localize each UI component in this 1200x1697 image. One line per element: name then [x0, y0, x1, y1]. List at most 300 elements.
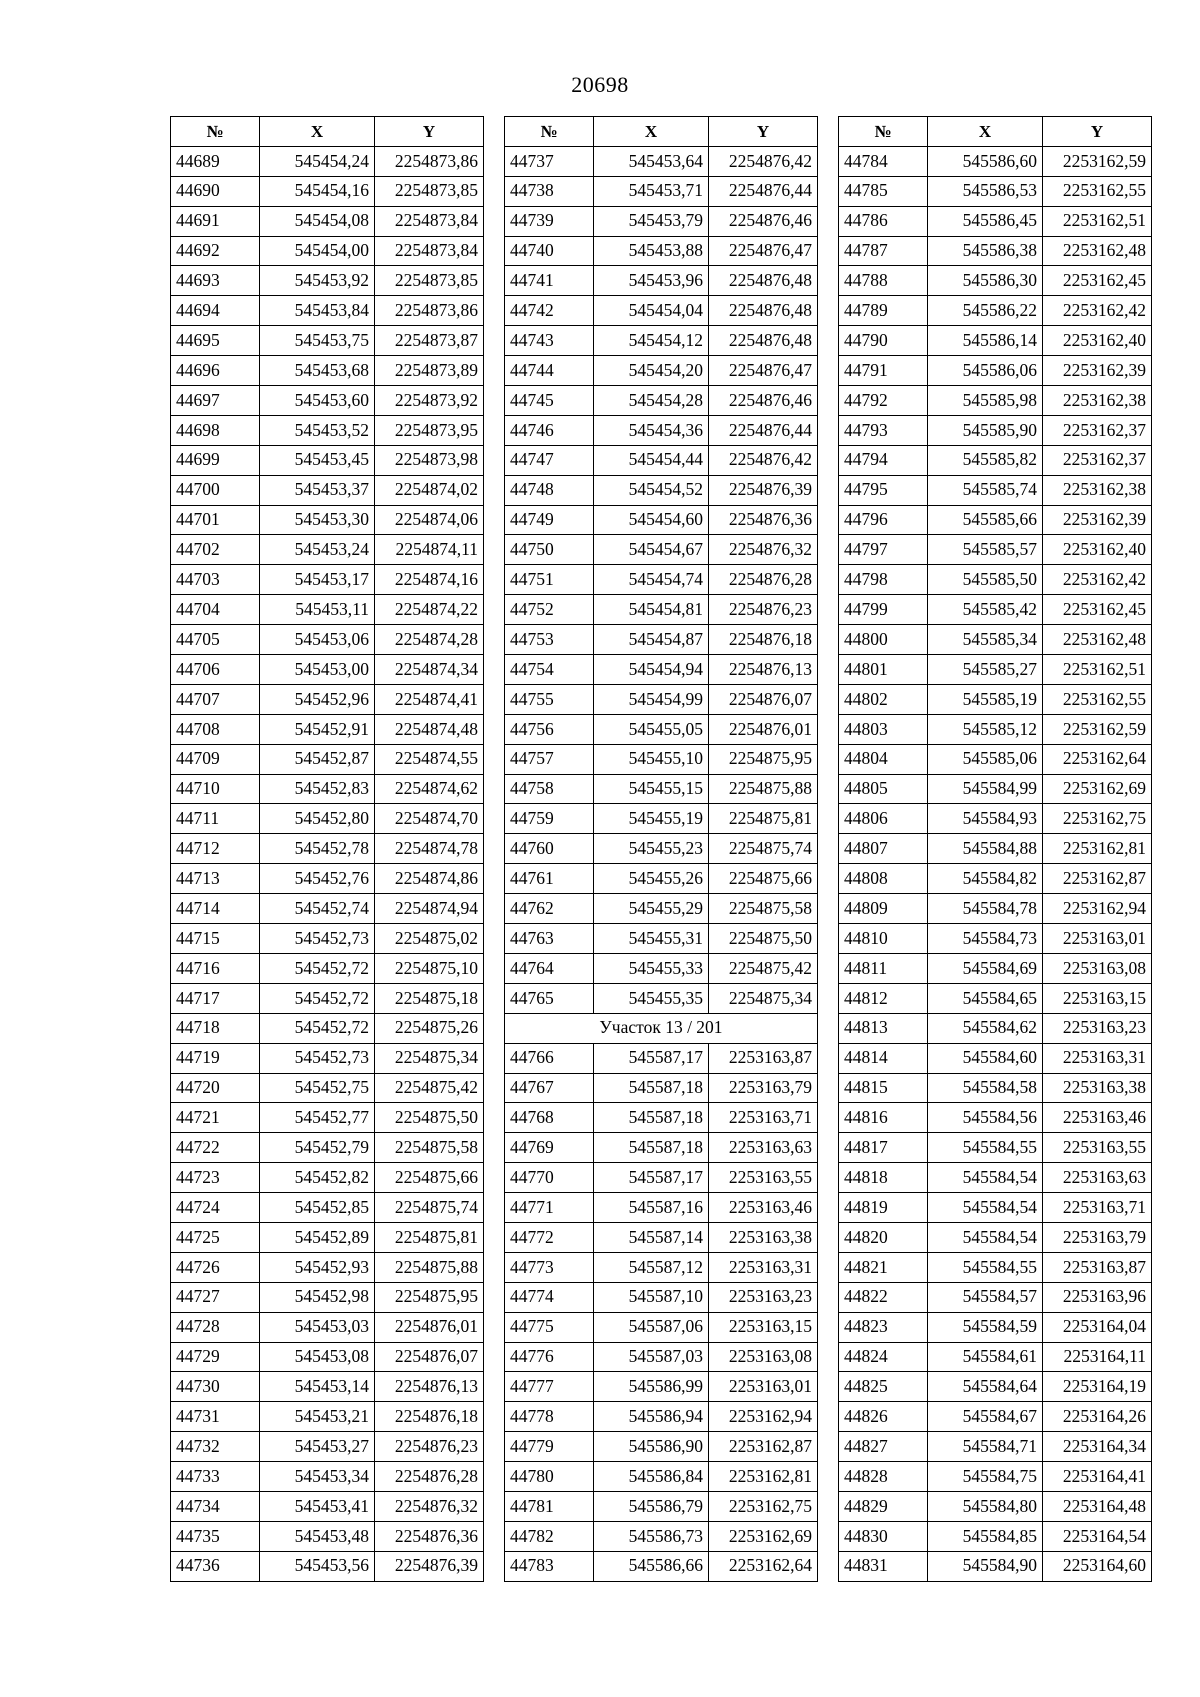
x-cell: 545454,00 [260, 236, 375, 266]
table-row [839, 1222, 1152, 1252]
table-row [171, 655, 484, 685]
y-cell: 2253162,51 [1043, 655, 1152, 685]
y-cell: 2253163,63 [709, 1133, 818, 1163]
y-cell: 2254876,44 [709, 176, 818, 206]
point-number-cell: 44816 [839, 1103, 928, 1133]
point-number-cell: 44691 [171, 206, 260, 236]
point-number-cell: 44773 [505, 1252, 594, 1282]
x-cell: 545455,23 [594, 834, 709, 864]
x-cell: 545586,45 [928, 206, 1043, 236]
point-number-cell: 44750 [505, 535, 594, 565]
table-row [505, 475, 818, 505]
table-row [505, 176, 818, 206]
x-cell: 545453,37 [260, 475, 375, 505]
y-cell: 2254873,86 [375, 146, 484, 176]
table-row [505, 1193, 818, 1223]
y-cell: 2254875,95 [375, 1282, 484, 1312]
point-number-cell: 44830 [839, 1521, 928, 1551]
point-number-cell: 44711 [171, 804, 260, 834]
table-row [505, 1133, 818, 1163]
table-row [839, 1491, 1152, 1521]
x-cell: 545587,14 [594, 1222, 709, 1252]
header-number: № [171, 117, 260, 147]
table-row [505, 1103, 818, 1133]
point-number-cell: 44821 [839, 1252, 928, 1282]
y-cell: 2254874,02 [375, 475, 484, 505]
point-number-cell: 44804 [839, 744, 928, 774]
y-cell: 2253163,87 [709, 1043, 818, 1073]
section-row [505, 1013, 818, 1043]
point-number-cell: 44693 [171, 266, 260, 296]
point-number-cell: 44714 [171, 894, 260, 924]
y-cell: 2253162,64 [709, 1551, 818, 1581]
y-cell: 2253162,48 [1043, 236, 1152, 266]
header-row [839, 117, 1152, 147]
table-row [171, 894, 484, 924]
y-cell: 2254874,22 [375, 595, 484, 625]
point-number-cell: 44806 [839, 804, 928, 834]
point-number-cell: 44824 [839, 1342, 928, 1372]
y-cell: 2253164,19 [1043, 1372, 1152, 1402]
y-cell: 2253162,45 [1043, 595, 1152, 625]
point-number-cell: 44767 [505, 1073, 594, 1103]
x-cell: 545584,88 [928, 834, 1043, 864]
x-cell: 545453,41 [260, 1491, 375, 1521]
y-cell: 2253164,48 [1043, 1491, 1152, 1521]
table-row [171, 1193, 484, 1223]
y-cell: 2254873,84 [375, 236, 484, 266]
point-number-cell: 44829 [839, 1491, 928, 1521]
header-x: X [260, 117, 375, 147]
point-number-cell: 44747 [505, 445, 594, 475]
x-cell: 545454,20 [594, 356, 709, 386]
y-cell: 2254875,42 [375, 1073, 484, 1103]
point-number-cell: 44738 [505, 176, 594, 206]
x-cell: 545585,74 [928, 475, 1043, 505]
x-cell: 545455,31 [594, 924, 709, 954]
y-cell: 2253162,39 [1043, 505, 1152, 535]
point-number-cell: 44697 [171, 386, 260, 416]
point-number-cell: 44817 [839, 1133, 928, 1163]
x-cell: 545453,34 [260, 1462, 375, 1492]
table-row [171, 1551, 484, 1581]
y-cell: 2253163,46 [1043, 1103, 1152, 1133]
point-number-cell: 44828 [839, 1462, 928, 1492]
y-cell: 2253162,75 [709, 1491, 818, 1521]
table-row [839, 804, 1152, 834]
y-cell: 2254874,70 [375, 804, 484, 834]
x-cell: 545584,55 [928, 1133, 1043, 1163]
point-number-cell: 44822 [839, 1282, 928, 1312]
table-row [839, 386, 1152, 416]
x-cell: 545453,11 [260, 595, 375, 625]
table-row [505, 714, 818, 744]
table-row [171, 1402, 484, 1432]
point-number-cell: 44726 [171, 1252, 260, 1282]
x-cell: 545454,28 [594, 386, 709, 416]
table-row [171, 625, 484, 655]
table-row [839, 1193, 1152, 1223]
y-cell: 2254876,48 [709, 296, 818, 326]
point-number-cell: 44720 [171, 1073, 260, 1103]
point-number-cell: 44692 [171, 236, 260, 266]
point-number-cell: 44724 [171, 1193, 260, 1223]
point-number-cell: 44743 [505, 326, 594, 356]
table-row [839, 1402, 1152, 1432]
x-cell: 545585,57 [928, 535, 1043, 565]
point-number-cell: 44689 [171, 146, 260, 176]
x-cell: 545453,45 [260, 445, 375, 475]
x-cell: 545455,05 [594, 714, 709, 744]
y-cell: 2254875,88 [375, 1252, 484, 1282]
table-row [505, 953, 818, 983]
point-number-cell: 44703 [171, 565, 260, 595]
table-row [505, 625, 818, 655]
x-cell: 545454,81 [594, 595, 709, 625]
point-number-cell: 44749 [505, 505, 594, 535]
y-cell: 2254876,44 [709, 415, 818, 445]
table-row [839, 505, 1152, 535]
point-number-cell: 44799 [839, 595, 928, 625]
table-row [505, 565, 818, 595]
x-cell: 545584,54 [928, 1222, 1043, 1252]
x-cell: 545453,96 [594, 266, 709, 296]
point-number-cell: 44725 [171, 1222, 260, 1252]
table-row [505, 146, 818, 176]
y-cell: 2253162,38 [1043, 386, 1152, 416]
y-cell: 2254876,32 [709, 535, 818, 565]
table-row [505, 1491, 818, 1521]
y-cell: 2254876,13 [709, 655, 818, 685]
table-row [171, 983, 484, 1013]
y-cell: 2254875,34 [709, 983, 818, 1013]
y-cell: 2254876,01 [375, 1312, 484, 1342]
table-row [839, 445, 1152, 475]
x-cell: 545453,68 [260, 356, 375, 386]
x-cell: 545585,12 [928, 714, 1043, 744]
table-row [505, 1342, 818, 1372]
x-cell: 545452,72 [260, 983, 375, 1013]
table-row [839, 1312, 1152, 1342]
x-cell: 545584,99 [928, 774, 1043, 804]
point-number-cell: 44825 [839, 1372, 928, 1402]
y-cell: 2253164,54 [1043, 1521, 1152, 1551]
table-row [171, 386, 484, 416]
y-cell: 2253162,38 [1043, 475, 1152, 505]
x-cell: 545454,74 [594, 565, 709, 595]
point-number-cell: 44728 [171, 1312, 260, 1342]
table-row [839, 1133, 1152, 1163]
y-cell: 2254876,47 [709, 356, 818, 386]
table-row [171, 266, 484, 296]
x-cell: 545584,58 [928, 1073, 1043, 1103]
y-cell: 2253162,81 [1043, 834, 1152, 864]
y-cell: 2253163,38 [709, 1222, 818, 1252]
y-cell: 2254875,74 [375, 1193, 484, 1223]
table-row [839, 296, 1152, 326]
point-number-cell: 44690 [171, 176, 260, 206]
x-cell: 545452,91 [260, 714, 375, 744]
table-row [505, 684, 818, 714]
y-cell: 2254875,26 [375, 1013, 484, 1043]
point-number-cell: 44807 [839, 834, 928, 864]
y-cell: 2254876,36 [375, 1521, 484, 1551]
y-cell: 2253162,75 [1043, 804, 1152, 834]
y-cell: 2253163,15 [709, 1312, 818, 1342]
x-cell: 545584,69 [928, 953, 1043, 983]
x-cell: 545452,78 [260, 834, 375, 864]
y-cell: 2254876,46 [709, 386, 818, 416]
table-row [505, 864, 818, 894]
y-cell: 2253162,69 [709, 1521, 818, 1551]
table-row [505, 1252, 818, 1282]
header-number: № [839, 117, 928, 147]
x-cell: 545452,75 [260, 1073, 375, 1103]
x-cell: 545452,93 [260, 1252, 375, 1282]
x-cell: 545584,54 [928, 1193, 1043, 1223]
table-row [839, 475, 1152, 505]
point-number-cell: 44713 [171, 864, 260, 894]
x-cell: 545453,88 [594, 236, 709, 266]
x-cell: 545454,60 [594, 505, 709, 535]
point-number-cell: 44754 [505, 655, 594, 685]
table-row [839, 146, 1152, 176]
table-row [505, 744, 818, 774]
point-number-cell: 44784 [839, 146, 928, 176]
point-number-cell: 44802 [839, 684, 928, 714]
point-number-cell: 44733 [171, 1462, 260, 1492]
header-y: Y [709, 117, 818, 147]
point-number-cell: 44776 [505, 1342, 594, 1372]
table-row [839, 1432, 1152, 1462]
point-number-cell: 44712 [171, 834, 260, 864]
y-cell: 2254876,13 [375, 1372, 484, 1402]
table-row [505, 924, 818, 954]
point-number-cell: 44696 [171, 356, 260, 386]
x-cell: 545453,00 [260, 655, 375, 685]
y-cell: 2253162,42 [1043, 565, 1152, 595]
y-cell: 2254875,95 [709, 744, 818, 774]
y-cell: 2254876,36 [709, 505, 818, 535]
table-row [505, 236, 818, 266]
x-cell: 545584,75 [928, 1462, 1043, 1492]
y-cell: 2253163,63 [1043, 1163, 1152, 1193]
y-cell: 2253163,79 [1043, 1222, 1152, 1252]
table-row [839, 1521, 1152, 1551]
point-number-cell: 44813 [839, 1013, 928, 1043]
point-number-cell: 44790 [839, 326, 928, 356]
point-number-cell: 44783 [505, 1551, 594, 1581]
y-cell: 2254874,34 [375, 655, 484, 685]
point-number-cell: 44764 [505, 953, 594, 983]
table-row [171, 744, 484, 774]
y-cell: 2254875,58 [709, 894, 818, 924]
y-cell: 2254876,47 [709, 236, 818, 266]
table-row [839, 266, 1152, 296]
x-cell: 545453,08 [260, 1342, 375, 1372]
y-cell: 2254875,81 [375, 1222, 484, 1252]
y-cell: 2253163,31 [1043, 1043, 1152, 1073]
x-cell: 545455,15 [594, 774, 709, 804]
x-cell: 545454,87 [594, 625, 709, 655]
table-row [505, 1462, 818, 1492]
table-row [505, 1163, 818, 1193]
table-row [839, 326, 1152, 356]
point-number-cell: 44721 [171, 1103, 260, 1133]
x-cell: 545453,71 [594, 176, 709, 206]
y-cell: 2253162,39 [1043, 356, 1152, 386]
y-cell: 2254873,89 [375, 356, 484, 386]
x-cell: 545587,16 [594, 1193, 709, 1223]
x-cell: 545586,30 [928, 266, 1043, 296]
header-y: Y [375, 117, 484, 147]
y-cell: 2253163,55 [1043, 1133, 1152, 1163]
table-row [171, 146, 484, 176]
point-number-cell: 44778 [505, 1402, 594, 1432]
x-cell: 545452,96 [260, 684, 375, 714]
x-cell: 545453,56 [260, 1551, 375, 1581]
point-number-cell: 44760 [505, 834, 594, 864]
point-number-cell: 44707 [171, 684, 260, 714]
y-cell: 2253164,04 [1043, 1312, 1152, 1342]
point-number-cell: 44774 [505, 1282, 594, 1312]
x-cell: 545586,99 [594, 1372, 709, 1402]
point-number-cell: 44756 [505, 714, 594, 744]
point-number-cell: 44716 [171, 953, 260, 983]
point-number-cell: 44742 [505, 296, 594, 326]
point-number-cell: 44803 [839, 714, 928, 744]
x-cell: 545454,94 [594, 655, 709, 685]
x-cell: 545452,76 [260, 864, 375, 894]
point-number-cell: 44717 [171, 983, 260, 1013]
x-cell: 545453,06 [260, 625, 375, 655]
table-row [171, 356, 484, 386]
point-number-cell: 44701 [171, 505, 260, 535]
point-number-cell: 44706 [171, 655, 260, 685]
point-number-cell: 44731 [171, 1402, 260, 1432]
point-number-cell: 44814 [839, 1043, 928, 1073]
table-row [505, 1432, 818, 1462]
y-cell: 2254874,62 [375, 774, 484, 804]
x-cell: 545452,73 [260, 924, 375, 954]
point-number-cell: 44741 [505, 266, 594, 296]
point-number-cell: 44793 [839, 415, 928, 445]
y-cell: 2254874,94 [375, 894, 484, 924]
table-body [839, 146, 1152, 1581]
x-cell: 545587,17 [594, 1043, 709, 1073]
x-cell: 545584,64 [928, 1372, 1043, 1402]
table-row [171, 1252, 484, 1282]
x-cell: 545586,84 [594, 1462, 709, 1492]
y-cell: 2254876,01 [709, 714, 818, 744]
table-row [839, 864, 1152, 894]
y-cell: 2254876,23 [709, 595, 818, 625]
y-cell: 2254876,42 [709, 146, 818, 176]
table-row [839, 1372, 1152, 1402]
y-cell: 2253163,31 [709, 1252, 818, 1282]
x-cell: 545586,60 [928, 146, 1043, 176]
table-row [839, 625, 1152, 655]
point-number-cell: 44769 [505, 1133, 594, 1163]
table-row [839, 834, 1152, 864]
y-cell: 2254875,66 [709, 864, 818, 894]
table-row [505, 415, 818, 445]
point-number-cell: 44698 [171, 415, 260, 445]
point-number-cell: 44759 [505, 804, 594, 834]
x-cell: 545586,53 [928, 176, 1043, 206]
y-cell: 2254874,28 [375, 625, 484, 655]
point-number-cell: 44786 [839, 206, 928, 236]
table-row [839, 655, 1152, 685]
point-number-cell: 44781 [505, 1491, 594, 1521]
x-cell: 545585,34 [928, 625, 1043, 655]
x-cell: 545584,59 [928, 1312, 1043, 1342]
x-cell: 545586,14 [928, 326, 1043, 356]
x-cell: 545584,54 [928, 1163, 1043, 1193]
y-cell: 2254876,32 [375, 1491, 484, 1521]
point-number-cell: 44801 [839, 655, 928, 685]
table-row [839, 535, 1152, 565]
table-row [171, 684, 484, 714]
table-row [171, 296, 484, 326]
point-number-cell: 44794 [839, 445, 928, 475]
point-number-cell: 44704 [171, 595, 260, 625]
point-number-cell: 44718 [171, 1013, 260, 1043]
table-row [839, 1282, 1152, 1312]
x-cell: 545455,35 [594, 983, 709, 1013]
y-cell: 2253163,71 [1043, 1193, 1152, 1223]
table-row [839, 1013, 1152, 1043]
table-row [505, 266, 818, 296]
x-cell: 545452,87 [260, 744, 375, 774]
y-cell: 2253164,11 [1043, 1342, 1152, 1372]
point-number-cell: 44827 [839, 1432, 928, 1462]
x-cell: 545453,30 [260, 505, 375, 535]
point-number-cell: 44815 [839, 1073, 928, 1103]
x-cell: 545584,55 [928, 1252, 1043, 1282]
y-cell: 2253163,01 [1043, 924, 1152, 954]
y-cell: 2254874,55 [375, 744, 484, 774]
table-row [171, 1491, 484, 1521]
table-row [505, 1372, 818, 1402]
x-cell: 545453,14 [260, 1372, 375, 1402]
y-cell: 2254874,86 [375, 864, 484, 894]
y-cell: 2254874,48 [375, 714, 484, 744]
point-number-cell: 44763 [505, 924, 594, 954]
y-cell: 2254874,16 [375, 565, 484, 595]
point-number-cell: 44809 [839, 894, 928, 924]
x-cell: 545455,33 [594, 953, 709, 983]
y-cell: 2253163,23 [709, 1282, 818, 1312]
y-cell: 2254876,48 [709, 266, 818, 296]
y-cell: 2254873,98 [375, 445, 484, 475]
y-cell: 2253163,46 [709, 1193, 818, 1223]
table-row [839, 236, 1152, 266]
point-number-cell: 44699 [171, 445, 260, 475]
table-row [839, 953, 1152, 983]
point-number-cell: 44777 [505, 1372, 594, 1402]
y-cell: 2253163,71 [709, 1103, 818, 1133]
y-cell: 2254875,10 [375, 953, 484, 983]
x-cell: 545454,99 [594, 684, 709, 714]
y-cell: 2253164,26 [1043, 1402, 1152, 1432]
table-row [839, 894, 1152, 924]
point-number-cell: 44710 [171, 774, 260, 804]
table-row [505, 894, 818, 924]
point-number-cell: 44795 [839, 475, 928, 505]
y-cell: 2253162,48 [1043, 625, 1152, 655]
x-cell: 545585,66 [928, 505, 1043, 535]
